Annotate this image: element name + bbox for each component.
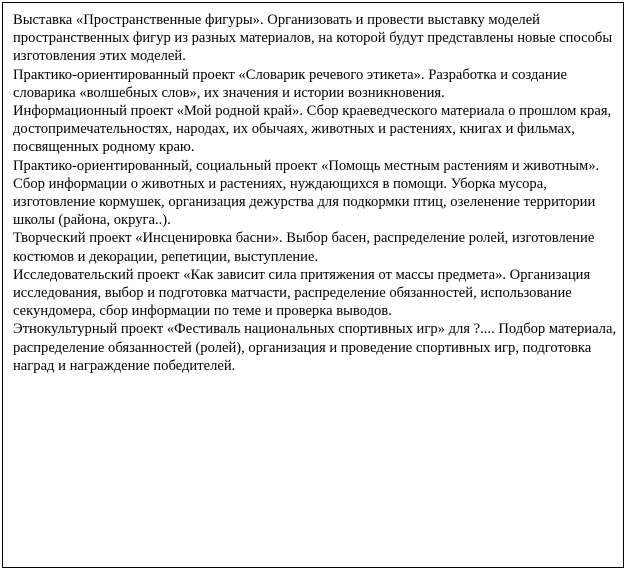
document-text <box>13 11 619 375</box>
paragraph-speech-etiquette: Практико-ориентированный проект «Словарик речевого этикета». Разработка и создание словарика «волшебных слов», их значения и истории возникновения. <box>13 66 567 101</box>
paragraph-sports-festival: Этнокультурный проект «Фестиваль национальных спортивных игр» для ?.... Подбор материала, распределение обязанностей (ролей), организация и проведение спортивных игр, подготовка наград и награждение победителей. <box>13 321 617 374</box>
paragraph-native-land: Информационный проект «Мой родной край». Сбор краеведческого материала о прошлом края, достопримечательностях, народах, их обычаях, животных и растениях, книгах и фильмах, посвященных родному краю. <box>13 103 612 156</box>
paragraph-gravity-research: Исследовательский проект «Как зависит сила притяжения от массы предмета». Организация исследования, выбор и подготовка матчасти, распределение обязанностей, использование секундомера, сбор информации по теме и проверка выводов. <box>13 266 591 320</box>
document-frame <box>2 2 624 568</box>
paragraph-exhibition: Выставка «Пространственные фигуры». Организовать и провести выставку моделей пространственных фигур из разных материалов, на которой будут представлены новые способы изготовления этих моделей. <box>13 12 613 65</box>
paragraph-help-plants-animals: Практико-ориентированный, социальный проект «Помощь местным растениям и животным». Сбор информации о животных и растениях, нуждающихся в помощи. Уборка мусора, изготовление кормушек, организация дежурства для подкормки птиц, озеленение территории школы (района, округа..). <box>13 157 600 229</box>
paragraph-fable-staging: Творческий проект «Инсценировка басни». Выбор басен, распределение ролей, изготовление костюмов и декорации, репетиции, выступление. <box>13 230 595 265</box>
